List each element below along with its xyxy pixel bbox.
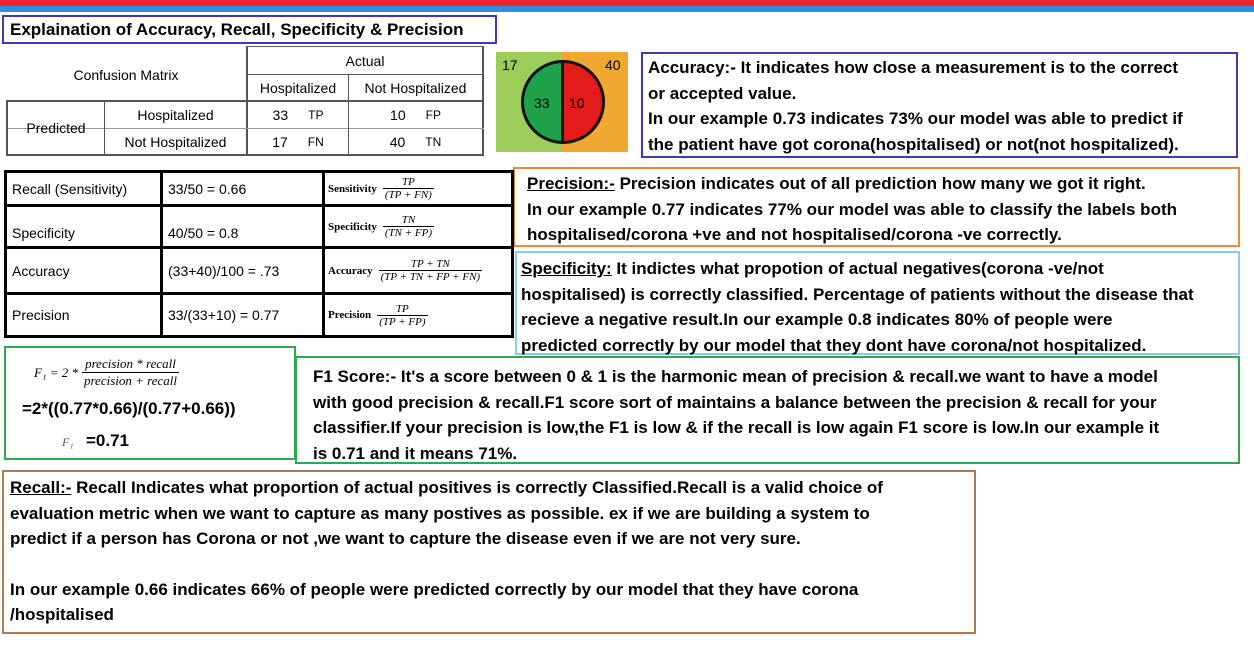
f1-line: with good precision & recall.F1 score sort of maintains a balance between the precision & recall for your [313,392,1157,412]
cell-tp: 33 TP [272,107,324,123]
metric-formula: Accuracy $\frac{TP + TN}{(TP + TN + FP + FN)}$ [328,258,481,283]
metric-formula: Precision $\frac{TP}{(TP + FP)}$ [328,302,426,328]
metric-formula: Specificity $\frac{TN}{(TN + FP)}$ [328,214,433,239]
metric-calc: 40/50 = 0.8 [168,225,239,241]
confusion-matrix-label: Confusion Matrix [73,67,179,83]
cell-fp: 10 FP [390,107,441,123]
accuracy-line: the patient have got corona(hospitalised) or not(not hospitalized). [648,134,1179,154]
recall-line: /hospitalised [10,605,114,624]
row-header-not-hospitalized: Not Hospitalized [124,133,227,150]
metrics-table [4,170,514,338]
page-title: Explaination of Accuracy, Recall, Specificity & Precision [2,15,497,44]
specificity-line: hospitalised) is correctly classified. Percentage of patients without the disease that [521,284,1194,304]
metric-name: Precision [12,307,70,323]
recall-line: Recall Indicates what proportion of actual positives is correctly Classified.Recall is a valid choice of [71,478,883,497]
precision-line: hospitalised/corona +ve and not hospitalised/corona -ve correctly. [527,225,1062,244]
accuracy-line: or accepted value. [648,83,797,103]
precision-heading: Precision:- [527,174,615,193]
circle-divider [561,60,564,144]
col-header-not-hospitalized: Not Hospitalized [364,79,467,96]
f1-result-label: F₁ [62,435,74,449]
metric-calc: 33/50 = 0.66 [168,180,247,197]
col-header-hospitalized: Hospitalized [259,79,337,96]
row-header-hospitalized: Hospitalized [137,107,214,123]
metric-calc: (33+40)/100 = .73 [168,262,280,279]
f1-line: classifier.If your precision is low,the F1 is low & if the recall is low again F1 score is low.In our example it [313,418,1160,437]
confusion-matrix [6,46,484,156]
specificity-line: predicted correctly by our model that they dont have corona/not hospitalized. [521,335,1147,355]
specificity-line: recieve a negative result.In our example 0.8 indicates 80% of people were [521,310,1113,329]
f1-denominator: precision + recall [83,373,177,388]
accuracy-line: In our example 0.73 indicates 73% our model was able to predict if [648,109,1183,128]
metric-name: Accuracy [12,262,70,279]
f1-calculation: =2*((0.77*0.66)/(0.77+0.66)) [22,399,236,418]
cell-fn: 17 FN [272,133,324,150]
precision-line: Precision indicates out of all prediction how many we got it right. [614,174,1146,193]
f1-formula [34,356,179,389]
precision-explanation [513,167,1240,247]
graphic-right-outer-value: 40 [605,57,621,73]
f1-line: is 0.71 and it means 71%. [313,443,518,463]
accuracy-explanation [641,52,1238,158]
precision-line: In our example 0.77 indicates 77% our model was able to classify the labels both [527,199,1177,219]
specificity-explanation [515,251,1240,355]
graphic-right-inner-value: 10 [569,95,585,111]
f1-lhs: F₁ = 2 * [34,364,78,380]
metric-name: Recall (Sensitivity) [12,180,128,197]
metric-name: Specificity [12,225,76,241]
f1-result: =0.71 [86,431,130,450]
metric-calc: 33/(33+10) = 0.77 [168,307,280,323]
f1-numerator: precision * recall [85,356,176,371]
actual-header: Actual [345,53,385,69]
f1-explanation [295,356,1240,464]
metric-formula: Sensitivity $\frac{TP}{(TP + FN)}$ [328,176,432,201]
top-accent-bar-blue [0,6,1254,12]
specificity-line: It indictes what propotion of actual negatives(corona -ve/not [611,259,1104,278]
predicted-header: Predicted [26,120,86,136]
f1-line: F1 Score:- It's a score between 0 & 1 is the harmonic mean of precision & recall.we want to have a model [313,367,1158,386]
accuracy-line: Accuracy:- It indicates how close a measurement is to the correct [648,58,1179,77]
specificity-heading: Specificity: [521,259,612,278]
graphic-left-inner-value: 33 [534,95,550,111]
recall-line: predict if a person has Corona or not ,we want to capture the disease even if we are not very sure. [10,529,801,548]
cell-tn: 40 TN [389,133,442,150]
recall-explanation [2,470,976,634]
graphic-left-outer-value: 17 [502,57,518,73]
recall-heading: Recall:- [10,478,72,497]
recall-line: evaluation metric when we want to capture as many postives as possible. ex if we are building a system to [10,503,870,523]
recall-line: In our example 0.66 indicates 66% of people were predicted correctly by our model that they have corona [10,579,859,599]
